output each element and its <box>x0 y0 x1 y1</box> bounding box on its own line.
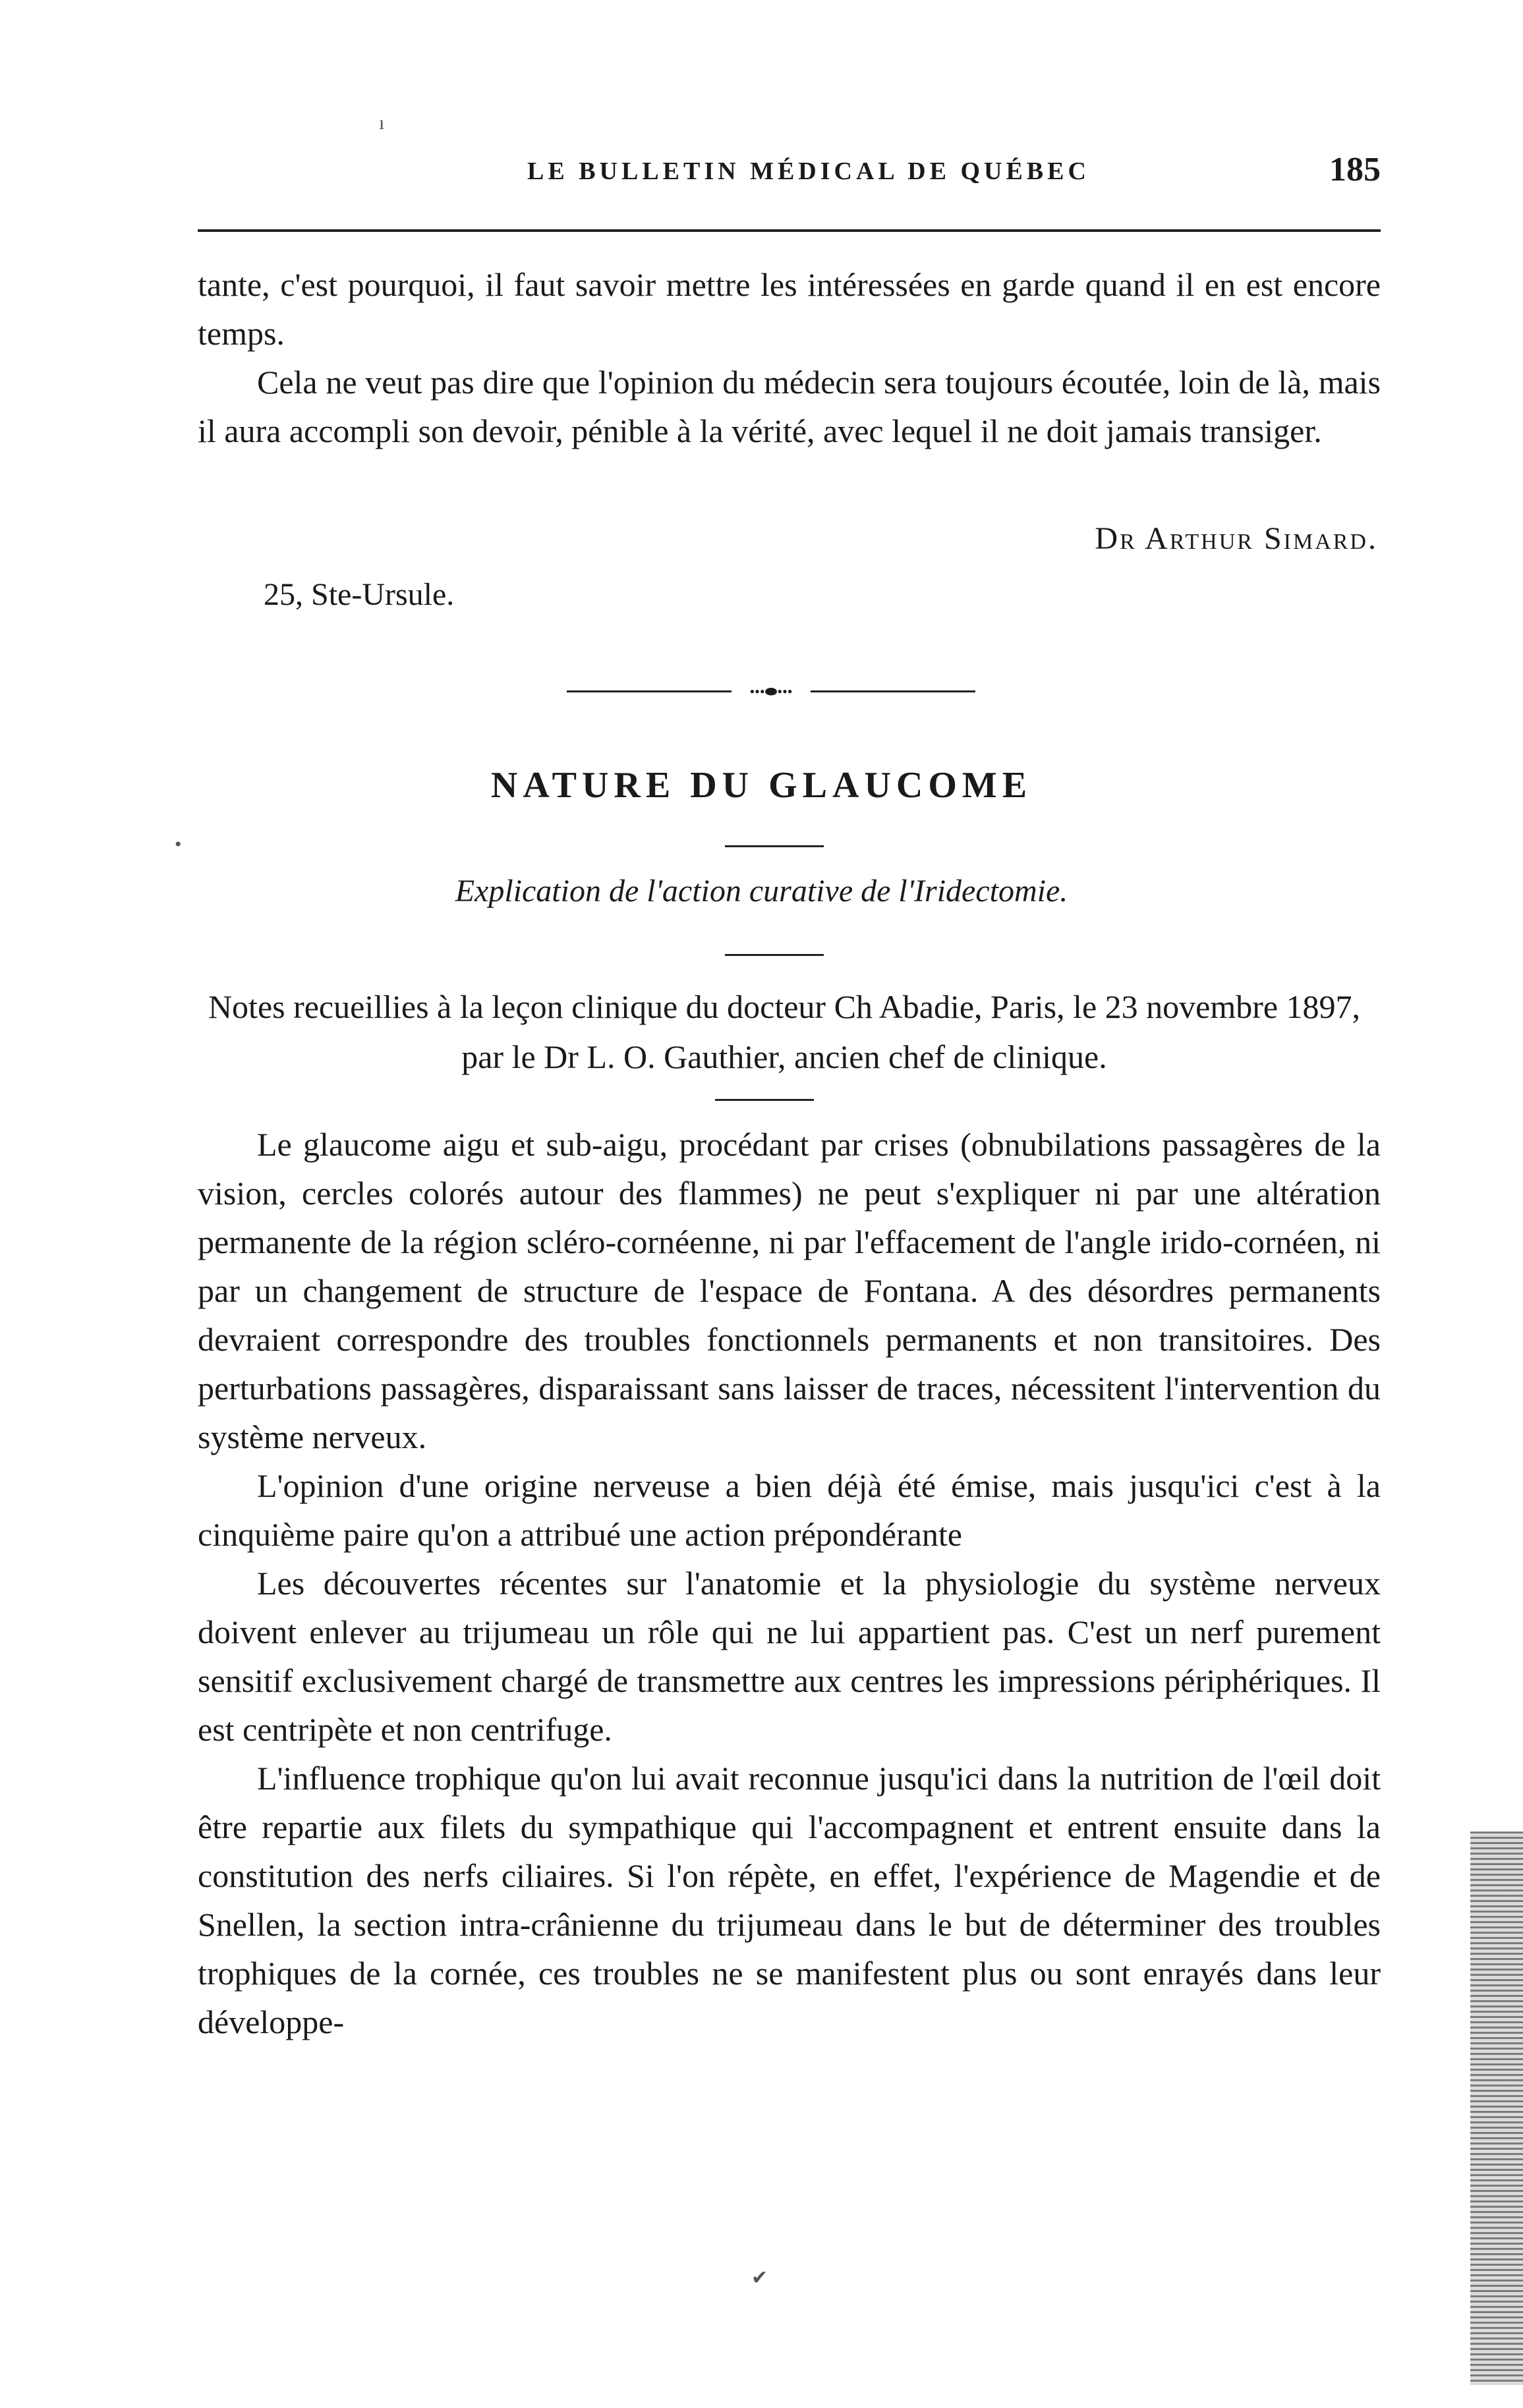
header-rule <box>198 229 1381 232</box>
scan-speck: • <box>175 833 182 855</box>
divider <box>725 954 824 956</box>
scan-speck: ı <box>379 112 385 134</box>
running-title: LE BULLETIN MÉDICAL DE QUÉBEC <box>527 157 1090 185</box>
previous-article-end <box>198 260 1381 455</box>
paragraph: L'opinion d'une origine nerveuse a bien déjà été émise, mais jusqu'ici c'est à la cinquième paire qu'on a attribué une action prépondérante <box>198 1467 1381 1553</box>
article-subtitle: Explication de l'action curative de l'Iridectomie. <box>455 874 1068 909</box>
scan-speck: ✔ <box>751 2267 768 2289</box>
divider <box>725 845 824 847</box>
paragraph: L'influence trophique qu'on lui avait reconnue jusqu'ici dans la nutrition de l'œil doit être repartie aux filets du sympathique qui l'accompagnent et entrent ensuite dans la constitution des nerfs ciliaires. Si l'on répète, en effet, l'expérience de Magendie et de Snellen, la section intra-crânienne du trijumeau dans le but de déterminer des troubles trophiques de la cornée, ces troubles ne se manifestent plus ou sont enrayés dans leur développe- <box>198 1760 1381 2040</box>
article-title: NATURE DU GLAUCOME <box>490 765 1033 806</box>
paragraph: tante, c'est pourquoi, il faut savoir mettre les intéressées en garde quand il en est encore temps. <box>198 266 1381 352</box>
page-number: 185 <box>1329 151 1381 188</box>
article-notes: Notes recueillies à la leçon clinique du docteur Ch Abadie, Paris, le 23 novembre 1897, par le Dr L. O. Gauthier, ancien chef de clinique. <box>208 988 1361 1075</box>
page-header <box>198 151 1381 203</box>
paragraph: Le glaucome aigu et sub-aigu, procédant par crises (obnubilations passagères de la vision, cercles colorés autour des flammes) ne peut s'expliquer ni par une altération permanente de la région scléro-cornéenne, ni par l'effacement de l'angle irido-cornéen, ni par un changement de structure de l'espace de Fontana. A des désordres permanents devraient correspondre des troubles fonctionnels permanents et non transitoires. Des perturbations passagères, disparaissant sans laisser de traces, nécessitent l'intervention du système nerveux. <box>198 1126 1381 1455</box>
author-address: 25, Ste-Ursule. <box>264 577 455 612</box>
scan-edge-artifact <box>1470 1832 1523 2385</box>
paragraph: Cela ne veut pas dire que l'opinion du médecin sera toujours écoutée, loin de là, mais il aura accompli son devoir, pénible à la vérité, avec lequel il ne doit jamais transiger. <box>198 364 1381 449</box>
author-signature: Dr Arthur Simard. <box>1095 521 1378 556</box>
section-ornament-divider: •••⬬••• <box>567 682 975 702</box>
paragraph: Les découvertes récentes sur l'anatomie et la physiologie du système nerveux doivent enlever au trijumeau un rôle qui ne lui appartient pas. C'est un nerf purement sensitif exclusivement chargé de transmettre aux centres les impressions périphériques. Il est centripète et non centrifuge. <box>198 1565 1381 1748</box>
article-body <box>198 1120 1381 2046</box>
divider <box>715 1099 814 1101</box>
